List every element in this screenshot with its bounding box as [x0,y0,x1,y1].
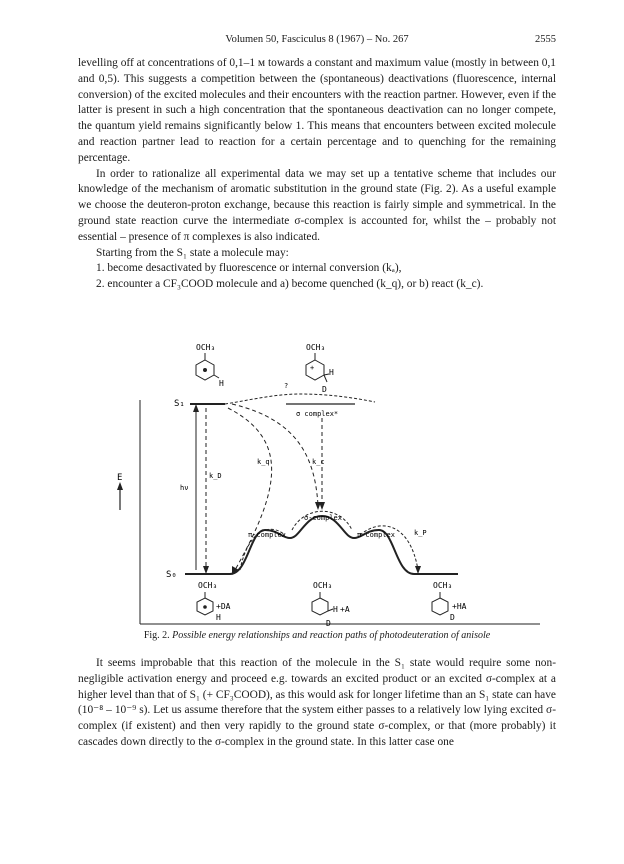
och3-label-2: OCH₃ [306,343,326,352]
reactant-h: H [216,613,221,622]
paragraph-2: In order to rationalize all experimental data we may set up a tentative scheme that includes our knowledge of the mechanism of aromatic substitution in the ground state (Fig. 2). As a useful example we choose the deuteron-proton exchange, because this reaction is fairly simple and symmetrical. In the ground state reaction curve the intermediate σ-complex is accounted for, whilst the – probably not essential – presence of π complexes is also indicated. [78,167,556,243]
reactant-partner: +DA [216,602,231,611]
kq-quench-path [228,408,272,570]
kq-label: k_q [257,458,270,466]
kc-label: k_c [312,458,325,466]
intermediate-och3: OCH₃ [313,581,333,590]
product-partner: +HA [452,602,467,611]
intermediate-d: D [326,619,331,628]
product-d: D [450,613,455,622]
h-label-2: H [329,368,334,377]
anisole-structure-icon [196,353,219,380]
product-structure-icon [432,592,448,615]
energy-axis-label: E [117,473,123,483]
paragraph-4: It seems improbable that this reaction of the molecule in the S₁ state would require some non-negligible activation energy and proceed e.g. towards an excited product or an excited σ-complex at a higher level than that of S₁ (+ CF₃COOD), as this would ask for longer lifetime than an S₁ state can have (10⁻⁸ – 10⁻⁹ s). Let us assume therefore that the system either passes to a relatively low lying excited σ-complex (if existent) and then very rapidly to the ground state σ-complex, or that (more probably) it cascades down directly to the σ-complex in the ground state. In this latter case one [78,657,556,748]
sigma-complex-excited-label: σ complex* [296,410,339,418]
h-label: H [219,379,224,388]
body-text-bottom [78,656,556,751]
journal-reference: Volumen 50, Fasciculus 8 (1967) – No. 267 [225,34,409,45]
figure-caption [78,630,556,641]
energy-diagram-figure [0,330,624,630]
product-och3: OCH₃ [433,581,453,590]
plus-sign: + [310,364,315,372]
s1-dashed-extension [225,394,375,404]
kp-label: k_P [414,529,427,537]
list-item-2: 2. encounter a CF₃COOD molecule and a) become quenched (k_q), or b) react (k_c). [96,278,484,291]
figure-caption-text: Possible energy relationships and reaction paths of photodeuteration of anisole [172,630,491,641]
s1-label: S₁ [174,399,185,409]
question-mark: ? [284,382,289,390]
s0-label: S₀ [166,570,177,580]
reactant-och3: OCH₃ [198,581,218,590]
kc-reaction-path [232,404,318,505]
kd-label: k_D [209,472,222,480]
figure-frame [140,400,540,624]
list-item-1: 1. become desactivated by fluorescence or internal conversion (kₐ), [96,262,402,275]
page-number: 2555 [535,34,556,45]
paragraph-1: levelling off at concentrations of 0,1–1 м towards a constant and maximum value (mostly in between 0,1 and 0,5). This suggests a competition between the (spontaneous) deactivations (fluorescence, internal conversion) of the excited molecules and their encounters with the reaction partner. However, even if the latter is present in such a high concentration that the spontaneous deactivation can no longer compete, the quantum yield remains significantly below 1. This means that encounters between excited molecule and reaction partner lead to reaction for a certain percentage and to quenching for the remaining percentage. [78,57,556,164]
sigma-complex-label: σ-complex [304,514,342,522]
paragraph-3: Starting from the S₁ state a molecule may: [96,246,289,259]
pi-complex-right-label: π-complex [357,531,395,539]
energy-axis-arrowhead [117,482,123,490]
body-text-top [78,56,556,293]
intermediate-h: H [333,605,338,614]
intermediate-structure-icon [312,592,333,615]
d-label: D [322,385,327,394]
pi-complex-left-label: π-complex [248,531,286,539]
page-header [78,34,556,48]
hv-label: hν [180,484,189,492]
reactant-structure-icon [197,592,213,615]
intermediate-partner: +A [340,605,350,614]
och3-label: OCH₃ [196,343,216,352]
figure-label: Fig. 2. [143,630,170,641]
